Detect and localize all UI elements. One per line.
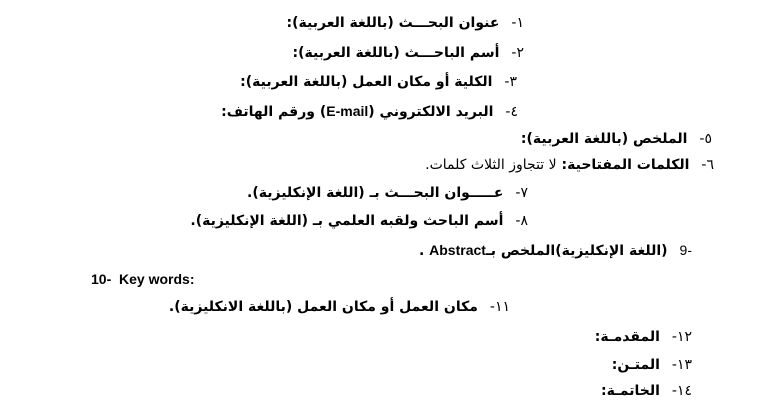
item-text: الخاتمـة:: [600, 383, 660, 399]
item-text: الكلية أو مكان العمل (باللغة العربية):: [240, 74, 493, 90]
item-number: ٦-: [701, 157, 714, 173]
list-item: [419, 241, 692, 260]
item-tail: .: [418, 243, 425, 259]
item-label: الكلمات المفتاحية:: [561, 157, 690, 173]
item-number: ٣-: [504, 74, 517, 90]
list-item: [595, 328, 692, 346]
item-text: عـــــوان البحـــث بـ (اللغة الإنكليزية).: [247, 185, 504, 201]
item-number: ١-: [511, 15, 524, 31]
item-note: لا تتجاوز الثلاث كلمات.: [425, 157, 557, 173]
item-text-en: E-mail: [326, 103, 369, 119]
item-text: المتـن:: [611, 357, 660, 373]
list-item: [240, 73, 517, 91]
item-text-en: Abstract: [429, 242, 486, 258]
item-text: الملخص (باللغة العربية):: [520, 131, 688, 147]
list-item: [221, 102, 518, 121]
item-text-before: البريد الالكتروني (: [368, 104, 494, 120]
item-text: المقدمـة:: [594, 329, 660, 345]
item-number: 9-: [679, 242, 692, 258]
list-item: [601, 382, 692, 400]
item-text: (اللغة الإنكليزية): [555, 243, 668, 259]
list-item: [287, 14, 524, 32]
item-text: أسم الباحث ولقبه العلمي بـ (اللغة الإنكليزية).: [190, 213, 504, 229]
item-number: ٧-: [515, 185, 528, 201]
list-item: [612, 356, 692, 374]
item-number: ١٤-: [671, 383, 692, 399]
item-text-en: Key words:: [119, 271, 195, 287]
item-text-mid: الملخص بـ: [485, 243, 556, 259]
item-number: ٥-: [699, 131, 712, 147]
item-number: ٤-: [505, 104, 518, 120]
item-number: ٨-: [515, 213, 528, 229]
list-item: [247, 184, 528, 202]
item-number: ١٢-: [671, 329, 692, 345]
list-item: [190, 212, 528, 230]
item-number: 10-: [91, 271, 112, 287]
item-text: مكان العمل أو مكان العمل (باللغة الانكليزية).: [168, 299, 478, 315]
list-item: [169, 298, 510, 316]
list-item: [425, 156, 714, 174]
list-item: [293, 44, 524, 62]
item-number: ١٣-: [671, 357, 692, 373]
list-item: [521, 130, 712, 148]
item-number: ٢-: [511, 45, 524, 61]
item-number: ١١-: [489, 299, 510, 315]
item-text: أسم الباحـــث (باللغة العربية):: [292, 45, 500, 61]
item-text: عنوان البحـــث (باللغة العربية):: [286, 15, 500, 31]
item-text-after: ) ورقم الهاتف:: [221, 104, 327, 120]
list-item: [91, 270, 194, 288]
